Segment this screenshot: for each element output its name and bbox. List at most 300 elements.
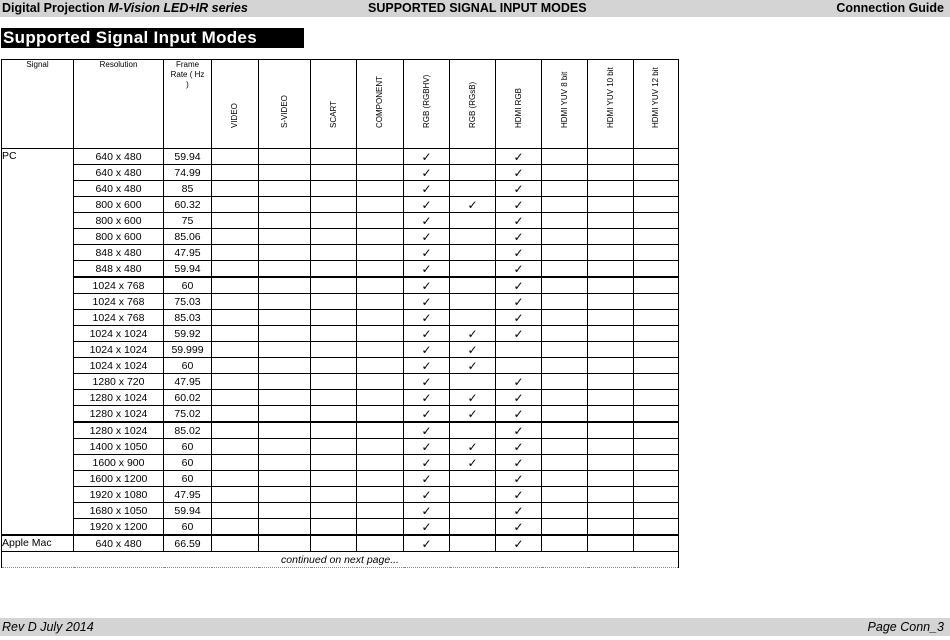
cell-resolution: 800 x 600 xyxy=(74,197,164,213)
cell-frame-rate: 85.03 xyxy=(164,310,212,326)
cell-svideo xyxy=(259,422,311,439)
table-row xyxy=(2,245,679,261)
cell-rgbhv xyxy=(404,294,450,310)
col-component-label: COMPONENT xyxy=(375,76,384,128)
table-row xyxy=(2,310,679,326)
cell-hdmi-rgb xyxy=(496,422,542,439)
cell-yuv8 xyxy=(542,197,588,213)
cell-rgsb xyxy=(450,149,496,165)
cell-rgbhv xyxy=(404,149,450,165)
check-icon: ✓ xyxy=(513,310,524,325)
cell-rgsb xyxy=(450,165,496,181)
cell-video xyxy=(212,455,259,471)
cell-hdmi-rgb xyxy=(496,326,542,342)
cell-rgbhv xyxy=(404,197,450,213)
check-icon: ✓ xyxy=(513,213,524,228)
cell-svideo xyxy=(259,310,311,326)
cell-yuv12 xyxy=(634,294,679,310)
cell-resolution: 1600 x 1200 xyxy=(74,471,164,487)
cell-rgsb xyxy=(450,181,496,197)
table-row xyxy=(2,374,679,390)
col-yuv12 xyxy=(634,60,679,149)
cell-yuv8 xyxy=(542,374,588,390)
cell-yuv10 xyxy=(588,229,634,245)
cell-yuv12 xyxy=(634,487,679,503)
cell-frame-rate: 85 xyxy=(164,181,212,197)
cell-rgsb xyxy=(450,342,496,358)
col-rgbhv xyxy=(404,60,450,149)
cell-yuv12 xyxy=(634,197,679,213)
cell-svideo xyxy=(259,213,311,229)
cell-svideo xyxy=(259,519,311,536)
check-icon: ✓ xyxy=(513,455,524,470)
cell-scart xyxy=(311,261,357,278)
cell-rgsb xyxy=(450,422,496,439)
signal-modes-table xyxy=(1,59,679,568)
cell-scart xyxy=(311,213,357,229)
cell-frame-rate: 75.02 xyxy=(164,406,212,423)
cell-yuv12 xyxy=(634,503,679,519)
cell-yuv12 xyxy=(634,358,679,374)
cell-scart xyxy=(311,406,357,423)
cell-rgbhv xyxy=(404,390,450,406)
cell-rgsb xyxy=(450,406,496,423)
cell-yuv10 xyxy=(588,277,634,294)
cell-resolution: 848 x 480 xyxy=(74,245,164,261)
cell-rgbhv xyxy=(404,245,450,261)
table-row xyxy=(2,455,679,471)
cell-yuv12 xyxy=(634,342,679,358)
cell-svideo xyxy=(259,503,311,519)
cell-rgsb xyxy=(450,310,496,326)
cell-resolution: 640 x 480 xyxy=(74,181,164,197)
cell-yuv8 xyxy=(542,165,588,181)
cell-yuv10 xyxy=(588,310,634,326)
check-icon: ✓ xyxy=(421,487,432,502)
col-scart xyxy=(311,60,357,149)
check-icon: ✓ xyxy=(467,406,478,421)
check-icon: ✓ xyxy=(421,294,432,309)
cell-resolution: 1280 x 1024 xyxy=(74,406,164,423)
cell-frame-rate: 66.59 xyxy=(164,535,212,552)
cell-yuv8 xyxy=(542,406,588,423)
table-row xyxy=(2,439,679,455)
check-icon: ✓ xyxy=(467,455,478,470)
check-icon: ✓ xyxy=(421,261,432,276)
cell-video xyxy=(212,197,259,213)
cell-rgbhv xyxy=(404,277,450,294)
check-icon: ✓ xyxy=(513,261,524,276)
col-yuv8-label: HDMI YUV 8 bit xyxy=(559,71,569,128)
check-icon: ✓ xyxy=(513,245,524,260)
cell-video xyxy=(212,358,259,374)
cell-video xyxy=(212,390,259,406)
cell-rgsb xyxy=(450,390,496,406)
cell-frame-rate: 59.999 xyxy=(164,342,212,358)
cell-component xyxy=(357,229,404,245)
cell-video xyxy=(212,261,259,278)
cell-scart xyxy=(311,358,357,374)
cell-scart xyxy=(311,342,357,358)
check-icon: ✓ xyxy=(513,471,524,486)
table-row xyxy=(2,197,679,213)
cell-yuv10 xyxy=(588,519,634,536)
check-icon: ✓ xyxy=(421,358,432,373)
cell-svideo xyxy=(259,165,311,181)
cell-svideo xyxy=(259,245,311,261)
cell-svideo xyxy=(259,229,311,245)
cell-yuv12 xyxy=(634,181,679,197)
cell-resolution: 1680 x 1050 xyxy=(74,503,164,519)
cell-frame-rate: 47.95 xyxy=(164,487,212,503)
cell-rgbhv xyxy=(404,261,450,278)
cell-svideo xyxy=(259,294,311,310)
check-icon: ✓ xyxy=(513,536,524,551)
cell-frame-rate: 75.03 xyxy=(164,294,212,310)
cell-rgsb xyxy=(450,487,496,503)
table-row xyxy=(2,213,679,229)
cell-video xyxy=(212,181,259,197)
cell-svideo xyxy=(259,390,311,406)
cell-rgsb xyxy=(450,261,496,278)
cell-frame-rate: 60 xyxy=(164,358,212,374)
cell-rgsb xyxy=(450,374,496,390)
cell-frame-rate: 47.95 xyxy=(164,374,212,390)
page-footer xyxy=(0,618,950,636)
cell-frame-rate: 59.94 xyxy=(164,149,212,165)
table-row xyxy=(2,406,679,423)
col-signal: Signal xyxy=(2,60,74,149)
cell-yuv10 xyxy=(588,471,634,487)
cell-frame-rate: 59.94 xyxy=(164,261,212,278)
check-icon: ✓ xyxy=(421,181,432,196)
cell-svideo xyxy=(259,471,311,487)
cell-resolution: 1024 x 768 xyxy=(74,310,164,326)
cell-hdmi-rgb xyxy=(496,503,542,519)
check-icon: ✓ xyxy=(467,326,478,341)
col-scart-label: SCART xyxy=(328,101,338,128)
cell-yuv8 xyxy=(542,181,588,197)
cell-yuv12 xyxy=(634,422,679,439)
cell-resolution: 1400 x 1050 xyxy=(74,439,164,455)
cell-frame-rate: 60 xyxy=(164,471,212,487)
cell-component xyxy=(357,487,404,503)
cell-component xyxy=(357,503,404,519)
cell-yuv10 xyxy=(588,213,634,229)
cell-yuv10 xyxy=(588,342,634,358)
check-icon: ✓ xyxy=(421,278,432,293)
col-resolution: Resolution xyxy=(74,60,164,149)
cell-frame-rate: 60 xyxy=(164,439,212,455)
col-hdmi-rgb-label: HDMI RGB xyxy=(513,88,523,128)
cell-rgbhv xyxy=(404,229,450,245)
cell-resolution: 1920 x 1080 xyxy=(74,487,164,503)
cell-resolution: 1280 x 1024 xyxy=(74,390,164,406)
cell-rgbhv xyxy=(404,213,450,229)
cell-video xyxy=(212,406,259,423)
cell-component xyxy=(357,326,404,342)
cell-rgsb xyxy=(450,277,496,294)
col-rgbhv-label: RGB (RGBHV) xyxy=(421,74,431,128)
cell-hdmi-rgb xyxy=(496,406,542,423)
cell-component xyxy=(357,390,404,406)
cell-yuv12 xyxy=(634,406,679,423)
col-yuv10-label: HDMI YUV 10 bit xyxy=(605,67,615,128)
cell-rgbhv xyxy=(404,439,450,455)
cell-component xyxy=(357,149,404,165)
header-brand-line xyxy=(2,1,248,15)
cell-resolution: 640 x 480 xyxy=(74,165,164,181)
col-video xyxy=(212,60,259,149)
cell-signal: PC xyxy=(2,149,74,536)
table-row xyxy=(2,422,679,439)
cell-yuv8 xyxy=(542,277,588,294)
check-icon: ✓ xyxy=(421,503,432,518)
cell-scart xyxy=(311,197,357,213)
header-center-title: SUPPORTED SIGNAL INPUT MODES xyxy=(368,1,587,15)
cell-rgsb xyxy=(450,535,496,552)
cell-component xyxy=(357,310,404,326)
cell-frame-rate: 60 xyxy=(164,455,212,471)
cell-yuv10 xyxy=(588,197,634,213)
cell-hdmi-rgb xyxy=(496,342,542,358)
cell-svideo xyxy=(259,406,311,423)
col-rgsb-label: RGB (RGsB) xyxy=(467,81,477,128)
header-series: M-Vision LED+IR series xyxy=(108,1,248,15)
cell-svideo xyxy=(259,149,311,165)
cell-rgsb xyxy=(450,197,496,213)
col-hdmi-rgb xyxy=(496,60,542,149)
cell-yuv8 xyxy=(542,326,588,342)
cell-rgbhv xyxy=(404,310,450,326)
col-video-label: VIDEO xyxy=(230,103,239,128)
check-icon: ✓ xyxy=(513,390,524,405)
cell-hdmi-rgb xyxy=(496,229,542,245)
cell-yuv12 xyxy=(634,245,679,261)
check-icon: ✓ xyxy=(421,471,432,486)
cell-yuv10 xyxy=(588,326,634,342)
check-icon: ✓ xyxy=(467,390,478,405)
cell-rgbhv xyxy=(404,422,450,439)
cell-resolution: 640 x 480 xyxy=(74,149,164,165)
cell-video xyxy=(212,519,259,536)
cell-component xyxy=(357,213,404,229)
cell-yuv8 xyxy=(542,422,588,439)
cell-scart xyxy=(311,181,357,197)
cell-hdmi-rgb xyxy=(496,245,542,261)
table-row xyxy=(2,277,679,294)
col-yuv8 xyxy=(542,60,588,149)
table-row xyxy=(2,149,679,165)
cell-scart xyxy=(311,422,357,439)
table-row xyxy=(2,294,679,310)
cell-resolution: 1280 x 720 xyxy=(74,374,164,390)
cell-video xyxy=(212,471,259,487)
cell-rgbhv xyxy=(404,358,450,374)
check-icon: ✓ xyxy=(421,326,432,341)
check-icon: ✓ xyxy=(421,406,432,421)
check-icon: ✓ xyxy=(421,439,432,454)
cell-yuv8 xyxy=(542,245,588,261)
cell-yuv10 xyxy=(588,535,634,552)
table-body xyxy=(2,149,679,568)
cell-component xyxy=(357,261,404,278)
cell-svideo xyxy=(259,455,311,471)
check-icon: ✓ xyxy=(421,390,432,405)
table-row xyxy=(2,519,679,536)
cell-component xyxy=(357,535,404,552)
cell-yuv12 xyxy=(634,390,679,406)
cell-hdmi-rgb xyxy=(496,149,542,165)
table-row xyxy=(2,535,679,552)
table-row xyxy=(2,342,679,358)
cell-hdmi-rgb xyxy=(496,535,542,552)
cell-video xyxy=(212,165,259,181)
cell-rgsb xyxy=(450,294,496,310)
cell-component xyxy=(357,294,404,310)
cell-scart xyxy=(311,326,357,342)
cell-yuv8 xyxy=(542,294,588,310)
cell-rgbhv xyxy=(404,519,450,536)
col-frame-rate xyxy=(164,60,212,149)
continued-note: continued on next page... xyxy=(2,552,679,568)
cell-svideo xyxy=(259,197,311,213)
check-icon: ✓ xyxy=(467,439,478,454)
cell-hdmi-rgb xyxy=(496,374,542,390)
cell-rgsb xyxy=(450,229,496,245)
cell-resolution: 848 x 480 xyxy=(74,261,164,278)
cell-hdmi-rgb xyxy=(496,197,542,213)
page-header xyxy=(0,0,950,17)
cell-yuv10 xyxy=(588,261,634,278)
cell-rgbhv xyxy=(404,471,450,487)
cell-scart xyxy=(311,374,357,390)
cell-hdmi-rgb xyxy=(496,213,542,229)
check-icon: ✓ xyxy=(421,455,432,470)
cell-scart xyxy=(311,245,357,261)
cell-yuv12 xyxy=(634,471,679,487)
cell-video xyxy=(212,422,259,439)
cell-yuv10 xyxy=(588,422,634,439)
check-icon: ✓ xyxy=(513,439,524,454)
cell-frame-rate: 47.95 xyxy=(164,245,212,261)
cell-rgbhv xyxy=(404,503,450,519)
check-icon: ✓ xyxy=(513,181,524,196)
cell-component xyxy=(357,181,404,197)
cell-rgbhv xyxy=(404,181,450,197)
cell-resolution: 1280 x 1024 xyxy=(74,422,164,439)
cell-video xyxy=(212,277,259,294)
continued-row xyxy=(2,552,679,568)
cell-component xyxy=(357,165,404,181)
check-icon: ✓ xyxy=(513,294,524,309)
check-icon: ✓ xyxy=(513,423,524,438)
check-icon: ✓ xyxy=(467,358,478,373)
cell-video xyxy=(212,503,259,519)
cell-yuv10 xyxy=(588,358,634,374)
check-icon: ✓ xyxy=(513,519,524,534)
cell-hdmi-rgb xyxy=(496,294,542,310)
cell-frame-rate: 60.02 xyxy=(164,390,212,406)
cell-yuv12 xyxy=(634,519,679,536)
cell-svideo xyxy=(259,374,311,390)
cell-yuv8 xyxy=(542,487,588,503)
cell-svideo xyxy=(259,535,311,552)
cell-yuv10 xyxy=(588,390,634,406)
cell-video xyxy=(212,487,259,503)
cell-video xyxy=(212,326,259,342)
table-row xyxy=(2,165,679,181)
cell-rgbhv xyxy=(404,165,450,181)
cell-hdmi-rgb xyxy=(496,277,542,294)
cell-hdmi-rgb xyxy=(496,165,542,181)
cell-frame-rate: 85.06 xyxy=(164,229,212,245)
cell-hdmi-rgb xyxy=(496,261,542,278)
cell-yuv10 xyxy=(588,503,634,519)
check-icon: ✓ xyxy=(513,406,524,421)
cell-hdmi-rgb xyxy=(496,455,542,471)
check-icon: ✓ xyxy=(421,374,432,389)
cell-video xyxy=(212,229,259,245)
col-svideo-label: S-VIDEO xyxy=(279,95,289,128)
check-icon: ✓ xyxy=(421,536,432,551)
cell-rgbhv xyxy=(404,406,450,423)
cell-component xyxy=(357,439,404,455)
col-frame-rate-label: Frame Rate ( Hz ) xyxy=(170,60,205,89)
cell-yuv10 xyxy=(588,487,634,503)
cell-yuv10 xyxy=(588,245,634,261)
cell-yuv8 xyxy=(542,390,588,406)
cell-frame-rate: 85.02 xyxy=(164,422,212,439)
cell-yuv8 xyxy=(542,358,588,374)
cell-resolution: 800 x 600 xyxy=(74,229,164,245)
check-icon: ✓ xyxy=(421,213,432,228)
cell-component xyxy=(357,422,404,439)
cell-hdmi-rgb xyxy=(496,519,542,536)
cell-yuv8 xyxy=(542,342,588,358)
check-icon: ✓ xyxy=(513,229,524,244)
cell-yuv12 xyxy=(634,535,679,552)
col-yuv10 xyxy=(588,60,634,149)
cell-yuv8 xyxy=(542,503,588,519)
cell-rgsb xyxy=(450,503,496,519)
cell-yuv8 xyxy=(542,439,588,455)
cell-scart xyxy=(311,439,357,455)
check-icon: ✓ xyxy=(513,503,524,518)
cell-resolution: 1024 x 1024 xyxy=(74,342,164,358)
cell-yuv12 xyxy=(634,374,679,390)
cell-yuv10 xyxy=(588,165,634,181)
table-row xyxy=(2,487,679,503)
header-right-title: Connection Guide xyxy=(836,1,944,15)
cell-component xyxy=(357,374,404,390)
cell-video xyxy=(212,342,259,358)
check-icon: ✓ xyxy=(421,423,432,438)
cell-frame-rate: 60 xyxy=(164,519,212,536)
cell-frame-rate: 60 xyxy=(164,277,212,294)
check-icon: ✓ xyxy=(467,197,478,212)
cell-yuv12 xyxy=(634,261,679,278)
cell-video xyxy=(212,310,259,326)
table-row xyxy=(2,503,679,519)
cell-rgsb xyxy=(450,471,496,487)
cell-hdmi-rgb xyxy=(496,439,542,455)
cell-rgsb xyxy=(450,326,496,342)
cell-yuv10 xyxy=(588,181,634,197)
cell-resolution: 800 x 600 xyxy=(74,213,164,229)
cell-svideo xyxy=(259,261,311,278)
check-icon: ✓ xyxy=(421,197,432,212)
